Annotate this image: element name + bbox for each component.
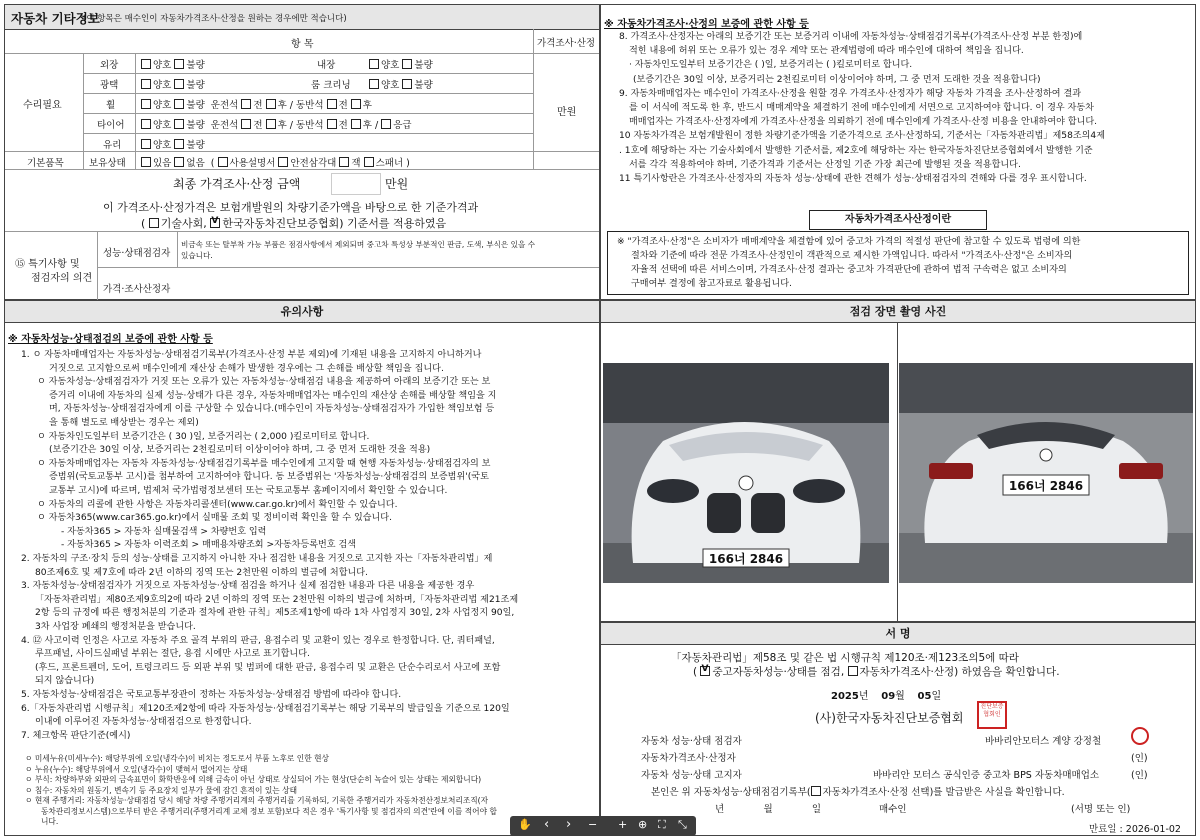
notes-panel bbox=[4, 300, 600, 836]
performance-inspector-text-1: 비금속 또는 탈부착 가능 부품은 점검사항에서 제외되며 중고차 특성상 부분적인 판금, 도색, 부식은 있을 수 bbox=[181, 240, 536, 249]
text-line: ㅇ 부식: 차량하부와 외판의 금속표면이 화학반응에 의해 금속이 아닌 상태로 상실되어 가는 현상(단순히 녹슬어 있는 상태는 제외합니다) bbox=[25, 775, 482, 784]
checkbox[interactable] bbox=[174, 79, 184, 89]
interior-options: 양호 불량 bbox=[369, 57, 433, 71]
sign-organization: (사)한국자동차진단보증협회 bbox=[815, 711, 964, 725]
sign-confirm-line: ( V중고자동차성능·상태를 점검, 자동차가격조사·산정) 하였음을 확인합니다. bbox=[693, 664, 1060, 679]
text-line: 80조제6호 및 제7호에 따라 2년 이하의 징역 또는 2천만원 이하의 벌금에 처합니다. bbox=[35, 567, 368, 578]
checkbox[interactable] bbox=[241, 119, 251, 129]
checkbox[interactable] bbox=[848, 666, 858, 676]
tire-options: 양호 불량 운전석 전 후 / 동반석 전 후 / 응급 bbox=[141, 117, 412, 131]
price-definition-title: 자동차가격조사산정이란 bbox=[844, 214, 952, 225]
checkbox[interactable] bbox=[381, 119, 391, 129]
performance-inspector-text-2: 있습니다. bbox=[181, 251, 213, 260]
exterior-options: 양호 불량 bbox=[141, 57, 205, 71]
text-line: 10 자동차가격은 보험개발원이 정한 차량기준가액을 기준가격으로 조사·산정하되, 기준서는「자동차관리법」제58조의4제 bbox=[619, 131, 1106, 142]
rear-car-photo bbox=[899, 363, 1193, 583]
signature-panel bbox=[600, 622, 1196, 836]
text-line: 3. 자동차성능·상태점검자가 거짓으로 자동차성능·상태 점검을 하거나 실제 점검한 내용과 다른 내용을 제공한 경우 bbox=[21, 581, 475, 592]
photos-panel bbox=[600, 300, 1196, 622]
text-line: 자율적 선택에 따른 서비스이며, 가격조사·산정 결과는 중고차 가격판단에 관하여 법적 구속력은 없고 소비자의 bbox=[631, 265, 1067, 275]
organization-stamp: 진단보증협회인 bbox=[977, 701, 1007, 729]
buyer-sign-mark: (서명 또는 인) bbox=[1071, 804, 1131, 815]
text-line: 6.「자동차관리법 시행규칙」제120조제2항에 따라 자동차성능·상태점검기록부는 해당 기록부의 발급일을 기준으로 120일 bbox=[21, 703, 510, 714]
text-line: ※ "가격조사·산정"은 소비자가 매매계약을 체결함에 있어 중고차 가격의 적절성 판단에 참고할 수 있도록 법령에 의한 bbox=[617, 237, 1081, 247]
text-line: 를 이 서식에 적도록 한 후, 반드시 매매계약을 체결하기 전에 매수인에게 서면으로 고지하여야 합니다. 이 경우 자동차 bbox=[629, 103, 1094, 113]
checkbox-checked[interactable] bbox=[700, 666, 710, 676]
zoom-out-button[interactable]: − bbox=[588, 818, 598, 831]
text-line: (보증기간은 30일 이상, 보증거리는 2천킬로미터 이상이어야 하며, 그 중 먼저 도래한 것을 적용) bbox=[49, 445, 431, 456]
checkbox[interactable] bbox=[218, 157, 228, 167]
text-line: 거짓으로 고지함으로써 매수인에게 재산상 손해가 발생한 경우에는 그 손해를 배상할 책임을 집니다. bbox=[49, 363, 444, 374]
inspector-seal bbox=[1131, 727, 1149, 745]
text-line: 3차 사업장 폐쇄의 행정처분을 받습니다. bbox=[35, 622, 196, 632]
signature-header bbox=[601, 623, 1195, 645]
text-line: 동차관리정보시스템)으로부터 받은 주행거리(주행거리계 교체 정보 포함)보다 적은 경우 '특기사항 및 점검자의 의견'란에 이를 적어야 합 bbox=[41, 806, 497, 816]
checkbox[interactable] bbox=[811, 786, 821, 796]
checkbox[interactable] bbox=[141, 59, 151, 69]
text-line: - 자동차365 > 자동차 이력조회 > 매매용차량조회 >자동차등록번호 검색 bbox=[61, 540, 357, 551]
final-price-unit: 만원 bbox=[385, 177, 409, 191]
basis-line-2: ( 기술사회, V 한국자동차진단보증협회) 기준서를 적용하였음 bbox=[141, 215, 446, 231]
price-guarantee-panel bbox=[600, 4, 1196, 300]
gloss-options: 양호 불량 bbox=[141, 77, 205, 91]
glass-options: 양호 불량 bbox=[141, 137, 205, 151]
room-cleaning-options: 양호 불량 bbox=[369, 77, 433, 91]
price-inspector-seal-mark: (인) bbox=[1131, 753, 1148, 764]
text-line: 구매여부 결정에 참고자료로 활용됩니다. bbox=[631, 279, 792, 289]
checkbox-checked[interactable] bbox=[210, 218, 220, 228]
row-label-wheel: 휠 bbox=[106, 100, 116, 111]
next-page-button[interactable]: › bbox=[566, 817, 572, 832]
checkbox[interactable] bbox=[266, 119, 276, 129]
text-line: (보증기간은 30일 이상, 보증거리는 2천킬로미터 이상이어야 하며, 그 중 먼저 도래한 것을 적용합니다) bbox=[633, 74, 1041, 85]
text-line: 2. 자동차의 구조·장치 등의 성능·상태를 고지하지 아니한 자나 점검한 내용을 거짓으로 고지한 자는「자동차관리법」제 bbox=[21, 554, 493, 564]
text-line: 7. 체크항목 판단기준(예시) bbox=[21, 730, 131, 741]
price-definition-title-box bbox=[809, 210, 987, 230]
text-line: ㅇ 자동차의 리콜에 관한 사항은 자동차리콜센터(www.car.go.kr)에서 확인할 수 있습니다. bbox=[37, 499, 398, 510]
text-line: 매매업자는 가격조사·산정자에게 가격조사·산정을 의뢰하기 전에 매수인에게 가격조사·산정 비용을 안내하여야 합니다. bbox=[629, 117, 1098, 128]
text-line: · 자동차인도일부터 보증기간은 ( )일, 보증거리는 ( )킬로미터로 합니다. bbox=[629, 60, 913, 71]
text-line: 며, 자동차성능·상태점검자에게 이를 구상할 수 있습니다.(매수인이 자동차성능·상태점검자가 가입한 책임보험 등 bbox=[49, 404, 495, 415]
checkbox[interactable] bbox=[149, 218, 159, 228]
price-guarantee-title: ※ 자동차가격조사·산정의 보증에 관한 사항 등 bbox=[604, 19, 809, 30]
text-line: 루프패널, 사이드실패널 부위는 절단, 용접 시에만 사고로 표기합니다. bbox=[35, 649, 310, 660]
performance-inspector-label: 성능·상태점검자 bbox=[103, 248, 171, 259]
repair-needed-label: 수리필요 bbox=[23, 100, 62, 111]
text-line: 을 통해 별도로 배상받는 경우는 제외) bbox=[49, 418, 199, 428]
checkbox[interactable] bbox=[241, 99, 251, 109]
text-line: ㅇ 자동차매매업자는 자동차 자동차성능·상태점검기록부를 매수인에게 고지할 때 현행 자동차성능·상태점검자의 보 bbox=[37, 458, 491, 469]
text-line: ㅇ 자동차365(www.car365.go.kr)에서 실매물 조회 및 정비이력 확인을 할 수 있습니다. bbox=[37, 513, 392, 524]
checkbox[interactable] bbox=[327, 119, 337, 129]
text-line: ㅇ 침수: 자동차의 원동기, 변속기 등 주요장치 일부가 물에 잠긴 흔적이 있는 상태 bbox=[25, 785, 297, 795]
column-price-header: 가격조사·산정 bbox=[537, 38, 596, 49]
text-line: 1. ㅇ 자동차매매업자는 자동차성능·상태점검기록부(가격조사·산정 부분 제외)에 기재된 내용을 고지하지 아니하거나 bbox=[21, 350, 482, 360]
row-label-exterior: 외장 bbox=[100, 60, 119, 71]
checkbox[interactable] bbox=[369, 79, 379, 89]
text-line: 8. 가격조사·산정자는 아래의 보증기간 또는 보증거리 이내에 자동차성능·상태점검기록부(가격조사·산정 부분 한정)에 bbox=[619, 32, 1083, 42]
wheel-options: 양호 불량 운전석 전 후 / 동반석 전 후 bbox=[141, 97, 372, 111]
text-line: 절차와 기준에 따라 전문 가격조사·산정인이 객관적으로 제시한 가액입니다. 따라서 "가격조사·산정"은 소비자의 bbox=[631, 251, 1073, 261]
price-inspector-label: 가격·조사산정자 bbox=[103, 284, 171, 295]
text-line: . 1호에 해당하는 자는 기술사회에서 발행한 기준서를, 제2호에 해당하는 자는 한국자동차진단보증협회에서 발행한 기준 bbox=[619, 145, 1093, 156]
checkbox[interactable] bbox=[351, 119, 361, 129]
text-line: ㅇ 미세누유(미세누수): 해당부위에 오일(냉각수)이 비치는 정도로서 부품 노후로 인한 현상 bbox=[25, 754, 329, 763]
checkbox[interactable] bbox=[141, 119, 151, 129]
checkbox[interactable] bbox=[141, 99, 151, 109]
checkbox[interactable] bbox=[141, 79, 151, 89]
text-line: ㅇ 현재 주행거리: 자동차성능·상태점검 당시 해당 차량 주행거리계의 주행거리를 기록하되, 기록한 주행거리가 자동차전산정보처리조직(자 bbox=[25, 796, 489, 805]
text-line: 9. 자동차매매업자는 매수인이 가격조사·산정을 원할 경우 가격조사·산정자가 해당 자동차 가격을 조사·산정하여 결과 bbox=[619, 88, 1082, 99]
checkbox[interactable] bbox=[174, 99, 184, 109]
text-line: ㅇ 자동차인도일부터 보증기간은 ( 30 )일, 보증거리는 ( 2,000 )킬로미터로 합니다. bbox=[37, 431, 370, 442]
zoom-reset-icon[interactable]: ⊕ bbox=[638, 818, 648, 831]
checkbox[interactable] bbox=[351, 99, 361, 109]
viewer-toolbar bbox=[510, 816, 696, 836]
text-line: 「자동차관리법」제80조제9호의2에 따라 2년 이하의 징역 또는 2천만원 이하의 벌금에 처하며,「자동차관리법 제21조제 bbox=[35, 594, 519, 605]
photos-header bbox=[601, 301, 1195, 323]
inspector-label: 자동차 성능·상태 점검자 bbox=[641, 736, 742, 747]
text-line: - 자동차365 > 자동차 실매물검색 > 차량번호 입력 bbox=[61, 526, 267, 537]
front-plate-text: 166너 2846 bbox=[708, 552, 784, 566]
checkbox[interactable] bbox=[174, 59, 184, 69]
text-line: 5. 자동차성능·상태점검은 국토교통부장관이 정하는 자동차성능·상태점검 방법에 따라야 합니다. bbox=[21, 690, 402, 700]
checkbox[interactable] bbox=[369, 59, 379, 69]
basis-line-1: 이 가격조사·산정가격은 보험개발원의 차량기준가액을 바탕으로 한 기준가격과 bbox=[103, 201, 479, 214]
text-line: 적힌 내용에 허위 또는 오류가 있는 경우 계약 또는 관계법령에 따라 매수인에 대하여 책임을 집니다. bbox=[629, 46, 1024, 57]
basic-items-label: 기본품목 bbox=[27, 158, 64, 169]
checkbox[interactable] bbox=[141, 157, 151, 167]
issue-confirmation: 본인은 위 자동차성능·상태점검기록부( 자동차가격조사·산정 선택)를 발급받은 사실을 확인합니다. bbox=[651, 787, 1065, 798]
text-line: 되지 않습니다) bbox=[35, 676, 95, 687]
text-line: ㅇ 자동차성능·상태점검자가 거짓 또는 오류가 있는 자동차성능·상태점검 내용을 제공하여 아래의 보증기간 또는 보 bbox=[37, 377, 491, 388]
zoom-in-button[interactable]: + bbox=[618, 818, 628, 831]
checkbox[interactable] bbox=[327, 99, 337, 109]
price-inspector-sign-label: 자동차가격조사·산정자 bbox=[641, 753, 736, 764]
row-label-gloss: 광택 bbox=[100, 80, 119, 91]
checkbox[interactable] bbox=[174, 139, 184, 149]
rear-plate-text: 166너 2846 bbox=[1008, 479, 1084, 493]
notifier-seal-mark: (인) bbox=[1131, 770, 1148, 781]
special-notes-label-1: ⑮ 특기사항 및 bbox=[15, 259, 80, 270]
possession-label: 보유상태 bbox=[89, 158, 126, 169]
text-line: 11 특기사항란은 가격조사·산정자의 자동차 성능·상태에 관한 견해가 성능·상태점검자의 견해와 다를 경우 표시합니다. bbox=[619, 174, 1087, 184]
checkbox[interactable] bbox=[174, 157, 184, 167]
special-notes-label-2: 점검자의 의견 bbox=[31, 273, 93, 284]
possession-options: 있음 없음 ( 사용설명서 안전삼각대 잭 스패너 ) bbox=[141, 155, 410, 169]
notes-header bbox=[5, 301, 599, 323]
text-line: 서를 각각 적용하여야 하며, 기준가격과 기준서는 산정일 기준 가장 최근에 발행된 것을 적용합니다. bbox=[629, 159, 1021, 170]
text-line: 4. ⑫ 사고이력 인정은 사고로 자동차 주요 골격 부위의 판금, 용접수리 및 교환이 있는 경우로 한정합니다. 단, 쿼터패널, bbox=[21, 635, 495, 646]
text-line: 이내에 이루어진 자동차성능·상태점검으로 한정합니다. bbox=[35, 717, 252, 728]
photos-title: 점검 장면 촬영 사진 bbox=[849, 305, 947, 318]
final-price-input[interactable] bbox=[331, 173, 381, 195]
checkbox[interactable] bbox=[364, 157, 374, 167]
section-note: (이 항목은 매수인이 자동차가격조사·산정을 원하는 경우에만 적습니다) bbox=[83, 14, 347, 24]
prev-page-button[interactable]: ‹ bbox=[544, 817, 550, 832]
row-label-interior: 내장 bbox=[317, 60, 336, 71]
text-line: 증거리 이내에 자동차의 실제 성능·상태가 다른 경우, 자동차매매업자는 매수인의 재산상 손해를 배상할 책임을 지 bbox=[49, 390, 497, 401]
expiry-date: 만료일 : 2026-01-02 bbox=[1089, 824, 1181, 835]
notifier-name: 바바리안 모터스 공식인증 중고차 BPS 자동차매매업소 bbox=[873, 770, 1100, 781]
checkbox[interactable] bbox=[266, 99, 276, 109]
row-label-tire: 타이어 bbox=[97, 120, 125, 131]
unit-won-label: 만원 bbox=[557, 107, 577, 118]
checkbox[interactable] bbox=[278, 157, 288, 167]
checkbox[interactable] bbox=[174, 119, 184, 129]
final-price-label: 최종 가격조사·산정 금액 bbox=[173, 177, 301, 191]
notes-subtitle: ※ 자동차성능·상태점검의 보증에 관한 사항 등 bbox=[8, 334, 213, 345]
section-title: 자동차 기타정보 bbox=[11, 11, 100, 26]
signature-title: 서 명 bbox=[885, 627, 911, 640]
text-line: ㅇ 누유(누수): 해당부위에서 오일(냉각수)이 맺혀서 떨어지는 상태 bbox=[25, 764, 248, 774]
receipt-date: 년 월 일 bbox=[715, 804, 822, 815]
hand-icon[interactable]: ✋ bbox=[518, 818, 532, 831]
notes-title: 유의사항 bbox=[280, 305, 324, 318]
checkbox[interactable] bbox=[339, 157, 349, 167]
front-car-photo bbox=[603, 363, 889, 583]
text-line: 2항 등의 규정에 따른 행정처분의 기준과 절차에 관한 규칙」제5조제1항에 따라 1차 사업정지 30일, 2차 사업정지 90일, bbox=[35, 608, 515, 619]
text-line: 증범위(국토교통부 고시)를 첨부하여 고지하여야 합니다. 동 보증범위는 '자동차성능·상태점검의 보증범위'(국토 bbox=[49, 472, 489, 483]
inspector-name: 바바리안모터스 계양 강정철 bbox=[985, 736, 1102, 747]
checkbox[interactable] bbox=[402, 79, 412, 89]
sign-date: 2025년 09월 05일 bbox=[831, 691, 942, 702]
notifier-label: 자동차 성능·상태 고지자 bbox=[641, 770, 742, 781]
column-item-header: 항 목 bbox=[291, 39, 314, 50]
text-line: 니다. bbox=[41, 817, 59, 826]
vehicle-other-info-panel bbox=[4, 4, 600, 300]
row-label-room-cleaning: 룸 크리닝 bbox=[311, 80, 351, 91]
text-line: (후드, 프론트펜더, 도어, 트렁크리드 등 외판 부위 및 범퍼에 대한 판금, 용접수리 및 교환은 단순수리로서 사고에 포함 bbox=[35, 662, 501, 673]
row-label-glass: 유리 bbox=[103, 140, 122, 151]
checkbox[interactable] bbox=[402, 59, 412, 69]
fit-page-icon[interactable]: ⛶ bbox=[658, 818, 666, 831]
sign-legal-line: 「자동차관리법」제58조 및 같은 법 시행규칙 제120조·제123조의5에 따라 bbox=[671, 652, 1019, 664]
text-line: 교통부 고시)에 따르며, 법제처 국가법령정보센터 또는 국토교통부 홈페이지에서 확인할 수 있습니다. bbox=[49, 486, 448, 496]
checkbox[interactable] bbox=[141, 139, 151, 149]
fullscreen-icon[interactable]: ⤡ bbox=[678, 818, 687, 831]
buyer-label: 매수인 bbox=[879, 804, 907, 815]
